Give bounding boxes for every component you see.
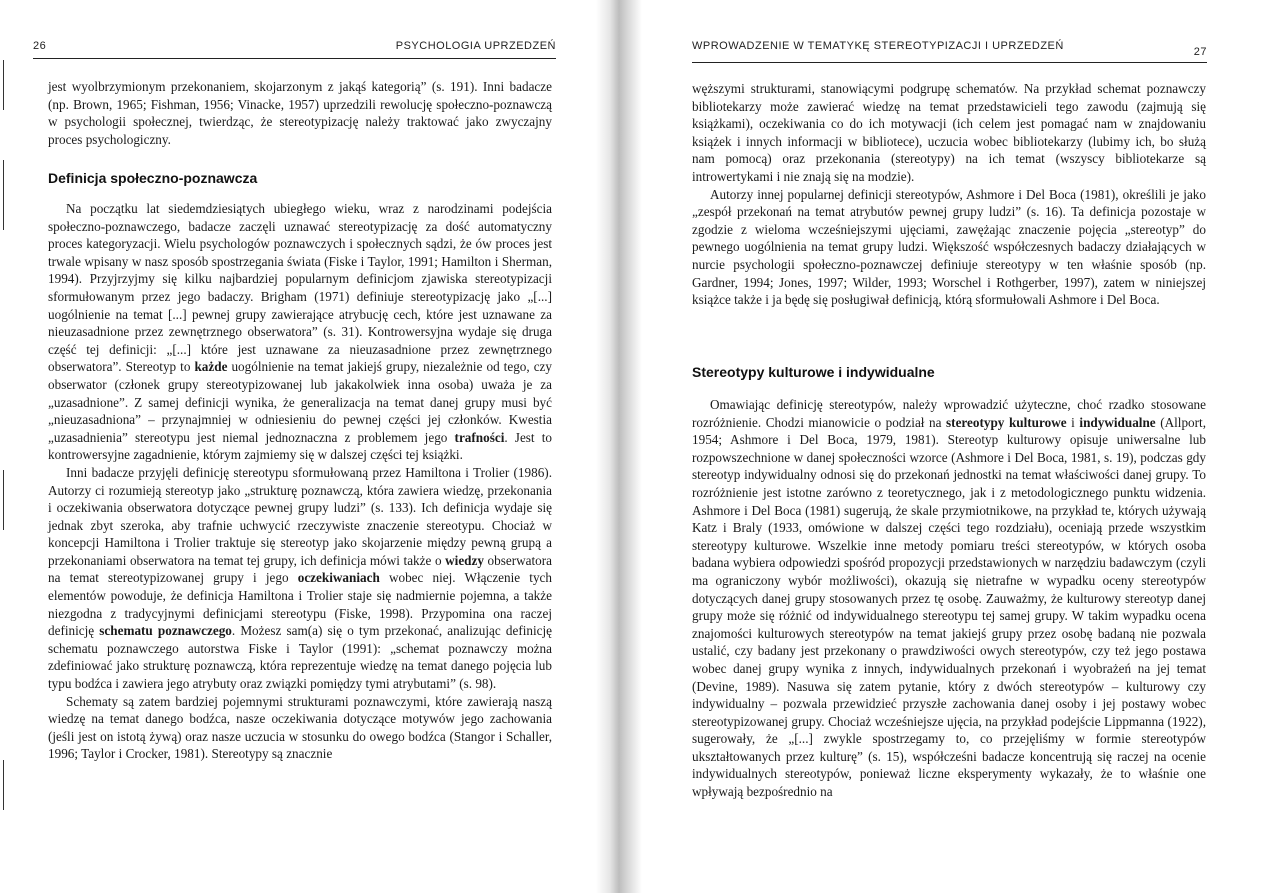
paragraph [692,396,1206,801]
header-rule [692,62,1207,63]
section-heading: Stereotypy kulturowe i indywidualne [692,364,935,380]
text-run: . Jest to kontrowersyjne zagadnienie, którym zajmiemy się w dalszej części tej książki. [48,429,553,463]
left-page [0,0,600,893]
paragraph [48,200,552,464]
text-run: Na początku lat siedemdziesiątych ubiegłego wieku, wraz z narodzinami podejścia społeczno-poznawczego, badacze zaczęli uznawać stereotypizację za dość automatyczny proces kategoryzacji. Wielu psychologów poznawczych i społecznych sądzi, że ów proces jest trwale wpisany w nasz sposób spostrzegania świata (Fiske i Taylor, 1991; Hamilton i Sherman, 1994). Przyjrzyjmy się kilku najbardziej popularnym definicjom zjawiska stereotypizacji sformułowanym przez jego badaczy. Brigham (1971) definiuje stereotypizację jako „[...] uogólnienie na temat [...] pewnej grupy zawierające atrybucję cech, które jest uznawane za nieuzasadnione przez zewnętrznego obserwatora” (s. 31). Kontrowersyjna wydaje się druga część tej definicji: „[...] które jest uznawane za nieuzasadnione przez zewnętrznego obserwatora”. Stereotyp to [48,201,552,375]
paragraph: węższymi strukturami, stanowiącymi podgrupę schematów. Na przykład schemat poznawczy bibliotekarzy może zawierać wiedzę na temat przedstawicieli tego zawodu (zajmują się książkami), oczekiwania co do ich motywacji (ich celem jest pomagać nam w znajdowaniu książek i innych informacji w bibliotece), uczucia wobec bibliotekarzy (lubimy ich, bo służą nam pomocą) oraz przekonania (stereotypy) na ich temat (wszyscy bibliotekarze są introwertykami i nie znają się na modzie). [692,81,1206,184]
text-block-body [692,396,1206,801]
page-number: 26 [33,40,47,52]
text-run: . Możesz sam(a) się o tym przekonać, analizując definicję schematu poznawczego autorstwa Fiske i Taylor (1991): „schemat poznawczy można zdefiniować jako strukturę poznawczą, która reprezentuje wiedzę na temat danego pojęcia lub typu bodźca i zawiera jego atrybuty oraz związki pomiędzy tymi atrybutami” (s. 98). [48,623,553,692]
text-run: obserwatora na temat stereotypizowanej grupy i jego [48,552,552,586]
section-heading: Definicja społeczno-poznawcza [48,170,258,186]
bold-term: trafności [454,429,505,445]
text-run: Omawiając definicję stereotypów, należy wprowadzić użyteczne, choć rzadko stosowane rozróżnienie. Chodzi mianowicie o podział na [692,397,1206,430]
text-run: (Allport, 1954; Ashmore i Del Boca, 1979, 1981). Stereotyp kulturowy opisuje uniwersalne lub rozpowszechnione w danej społeczności wzorce (Ashmore i Del Boca, 1981, s. 19), podczas gdy stereotyp indywidualny odnosi się do przekonań jednostki na temat właściwości danej grupy. To rozróżnienie jest istotne zarówno z teoretycznego, jak i z metodologicznego punktu widzenia. Ashmore i Del Boca (1981) sugerują, że skale przymiotnikowe, na przykład te, których używają Katz i Braly (1933, omówione w dalszej części tego rozdziału), oceniają przede wszystkim stereotypy kulturowe. Wszelkie inne metody pomiaru treści stereotypów, w których osoba badana wybiera odpowiedzi spośród propozycji przedstawionych w narzędziu badawczym (czyli ma ograniczony wybór możliwości), okazują się nietrafne w wypadku oceny stereotypów dotyczących danej grupy stosowanych przez tę osobę. Zauważmy, że kulturowy stereotyp danej grupy może się różnić od indywidualnego stereotypu tej samej grupy. W takim wypadku ocena znajomości kulturowych stereotypów na temat jakiejś grupy przez osobę badaną nie pozwala ustalić, czy badany jest przekonany o prawdziwości owych stereotypów, czy też jego postawa wobec danej grupy wynika z innych, indywidualnych przekonań i wyobrażeń na jej temat (Devine, 1989). Nasuwa się zatem pytanie, który z dwóch stereotypów – kulturowy czy indywidualny – pozwala przewidzieć przyszłe zachowania danej osoby i jej postawy wobec stereotypizowanej grupy. Chociaż wcześniejsze ujęcia, na przykład podejście Lippmanna (1922), sugerowały, że „[...] zwykle spostrzegamy to, co przejęliśmy w formie stereotypów ukształtowanych przez kulturę” (s. 15), współcześni badacze koncentrują się raczej na ocenie indywidualnych stereotypów, ponieważ liczne eksperymenty wykazały, że to właśnie one wpływają bezpośrednio na [692,414,1206,800]
bold-term: każde [194,359,228,375]
paragraph: jest wyolbrzymionym przekonaniem, skojarzonym z jakąś kategorią” (s. 191). Inni badacze (np. Brown, 1965; Fishman, 1956; Vinacke, 1957) uprzedzili rewolucję społeczno-poznawczą w psychologii społecznej, twierdząc, że stereotypizację należy traktować jako zwyczajny proces psychologiczny. [48,79,552,147]
text-block-body [48,200,552,763]
paragraph [48,464,552,693]
running-head: PSYCHOLOGIA UPRZEDZEŃ [395,40,556,52]
right-page [640,0,1264,893]
text-run: wobec niej. Włączenie tych elementów powoduje, że definicja Hamiltona i Trolier staje się nadmiernie pojemna, a także niezgodna z tradycyjnymi definicjami stereotypu (Fiske, 1998). Przypomina ona raczej definicję [48,570,552,639]
bold-term: stereotypy kulturowe [946,414,1067,430]
paragraph: Autorzy innej popularnej definicji stereotypów, Ashmore i Del Boca (1981), określili je jako „zespół przekonań na temat atrybutów pewnej grupy ludzi” (s. 16). Ta definicja pozostaje w zgodzie z wieloma wcześniejszymi ujęciami, zawężając znaczenie pojęcia „stereotyp” do pewnego uogólnienia na temat grupy ludzi. Większość współczesnych badaczy działających w nurcie psychologii społeczno-poznawczej definiuje stereotypy w ten właśnie sposób (np. Gardner, 1994; Jones, 1997; Wilder, 1993; Worschel i Rothgerber, 1997), zatem w niniejszej książce także i ja będę się posługiwał definicją, którą sformułowali Ashmore i Del Boca. [692,186,1206,308]
running-head: WPROWADZENIE W TEMATYKĘ STEREOTYPIZACJI I UPRZEDZEŃ [692,40,1064,52]
text-block-body [692,80,1206,309]
text-run: i [1066,414,1080,430]
header-rule [33,58,556,59]
bold-term: oczekiwaniach [297,570,380,586]
book-gutter [596,0,642,893]
page-number: 27 [1193,46,1207,58]
text-block-intro [48,78,552,148]
bold-term: wiedzy [445,552,484,568]
bold-term: indywidualne [1079,414,1156,430]
bold-term: schematu poznawczego [99,623,232,639]
text-run: Inni badacze przyjęli definicję stereotypu sformułowaną przez Hamiltona i Trolier (1986). Autorzy ci rozumieją stereotyp jako „strukturę poznawczą, która zawiera wiedzę, przekonania i oczekiwania obserwatora dotyczące pewnej grupy ludzi” (s. 133). Ich definicja wydaje się jednak zbyt szeroka, aby trafnie uchwycić rzeczywiste znaczenie stereotypu. Chociaż w koncepcji Hamiltona i Trolier traktuje się stereotyp jako skojarzenie między pewną grupą a przekonaniami obserwatora na temat tej grupy, ich definicja mówi także o [48,464,552,568]
paragraph: Schematy są zatem bardziej pojemnymi strukturami poznawczymi, które zawierają naszą wiedzę na temat danego bodźca, nasze oczekiwania dotyczące motywów jego zachowania (jeśli jest on istotą żywą) oraz nasze uczucia w stosunku do owego bodźca (Stangor i Schaller, 1996; Taylor i Crocker, 1981). Stereotypy są znacznie [48,693,552,762]
text-run: uogólnienie na temat jakiejś grupy, niezależnie od tego, czy obserwator (członek grupy stereotypizowanej lub jakakolwiek inna osoba) uważa je za „uzasadnione”. Z samej definicji wynika, że generalizacja na temat danej grupy musi być „nieuzasadniona” – przynajmniej w odniesieniu do pewnej części jej członków. Kwestia „uzasadnienia” stereotypu jest niemal jednoznaczna z problemem jego [48,359,552,445]
